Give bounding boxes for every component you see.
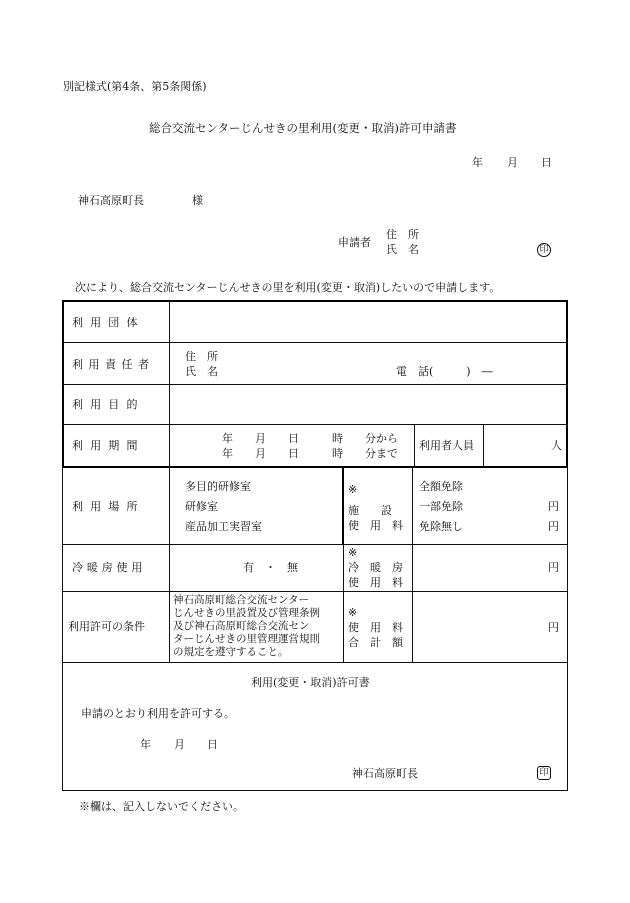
heating-options: 有 ・ 無 [243, 561, 298, 574]
conditions-text-line: の規定を遵守すること。 [173, 646, 289, 658]
conditions-label: 利用許可の条件 [68, 620, 145, 633]
facility-fee-mark: ※ [348, 483, 358, 496]
heating-fee-mark: ※ [348, 546, 358, 559]
period-users-divider [414, 424, 415, 467]
period-label: 利用期間 [72, 439, 145, 452]
applicant-name-label: 氏 名 [386, 243, 419, 256]
heating-fee-label-1: 冷 暖 房 [348, 561, 403, 574]
form-reference: 別記様式(第4条、第5条関係) [63, 80, 207, 93]
fee-column-divider [343, 544, 344, 663]
purpose-label: 利用目的 [72, 398, 145, 411]
table-border-thick-bottom [62, 466, 568, 468]
facility-fee-label-2: 使 用 料 [348, 519, 403, 532]
permit-title: 利用(変更・取消)許可書 [251, 676, 370, 689]
table-border-bottom [62, 790, 568, 791]
period-to: 年 月 日 時 分まで [222, 447, 398, 460]
users-label: 利用者人員 [419, 439, 474, 452]
intro-text: 次により、総合交流センターじんせきの里を利用(変更・取消)したいので申請します。 [75, 281, 501, 294]
applicant-label: 申請者 [338, 236, 371, 249]
fee-option: 一部免除 [419, 500, 463, 513]
yen-unit: 円 [548, 621, 559, 634]
row-line-6 [63, 591, 567, 592]
applicant-address-label: 住 所 [386, 228, 419, 241]
place-label: 利用場所 [72, 500, 145, 513]
conditions-text-line: じんせきの里設置及び管理条例 [173, 607, 320, 619]
yen-unit: 円 [548, 561, 559, 574]
fee-option: 免除無し [419, 520, 463, 533]
fee-label-divider [412, 466, 413, 663]
row-line-1 [63, 342, 567, 343]
permit-date-month: 月 [174, 738, 185, 751]
total-fee-label-2: 合 計 額 [348, 636, 403, 649]
row-line-7 [63, 662, 567, 663]
footer-note: ※欄は、記入しないでください。 [79, 800, 244, 813]
honorific: 様 [192, 194, 203, 207]
fee-option: 全額免除 [419, 480, 463, 493]
period-from: 年 月 日 時 分から [222, 432, 398, 445]
applicant-seal-mark: 印 [537, 243, 551, 257]
facility-fee-label-1: 施 設 [348, 504, 392, 517]
label-column-divider [169, 302, 170, 663]
page-title: 総合交流センターじんせきの里利用(変更・取消)許可申請書 [149, 121, 457, 135]
row-line-3 [63, 424, 567, 425]
place-option: 産品加工実習室 [185, 520, 262, 533]
table-border-left [62, 466, 63, 791]
users-unit: 人 [551, 439, 562, 452]
users-value-divider [483, 424, 484, 467]
row-line-2 [63, 384, 567, 385]
heating-fee-label-2: 使 用 料 [348, 576, 403, 589]
conditions-text-line: 及び神石高原町総合交流セン [173, 620, 310, 632]
manager-label: 利用責任者 [72, 358, 155, 371]
yen-unit: 円 [548, 500, 559, 513]
table-border-right [567, 466, 568, 791]
yen-unit: 円 [548, 520, 559, 533]
permit-issuer: 神石高原町長 [352, 767, 418, 780]
conditions-text-line: ターじんせきの里管理運営規則 [173, 633, 320, 645]
group-label: 利用団体 [72, 316, 145, 329]
place-fee-divider-thick [342, 466, 344, 545]
total-fee-mark: ※ [348, 606, 358, 619]
permit-date-day: 日 [207, 738, 218, 751]
date-year-label: 年 [472, 156, 483, 169]
phone-label: 電 話( ) ― [396, 365, 493, 378]
permit-date-year: 年 [140, 738, 151, 751]
manager-address-label: 住 所 [185, 350, 218, 363]
manager-name-label: 氏 名 [185, 365, 218, 378]
permit-seal-mark: 印 [537, 766, 551, 780]
addressee: 神石高原町長 [78, 194, 144, 207]
date-month-label: 月 [507, 156, 518, 169]
permit-body: 申請のとおり利用を許可する。 [81, 707, 235, 720]
total-fee-label-1: 使 用 料 [348, 621, 403, 634]
place-option: 多目的研修室 [185, 480, 251, 493]
heating-label: 冷暖房使用 [72, 561, 147, 574]
conditions-text-line: 神石高原町総合交流センター [173, 594, 310, 606]
table-border-top [62, 300, 568, 302]
place-option: 研修室 [185, 500, 218, 513]
row-line-5 [63, 544, 567, 545]
date-day-label: 日 [541, 156, 552, 169]
